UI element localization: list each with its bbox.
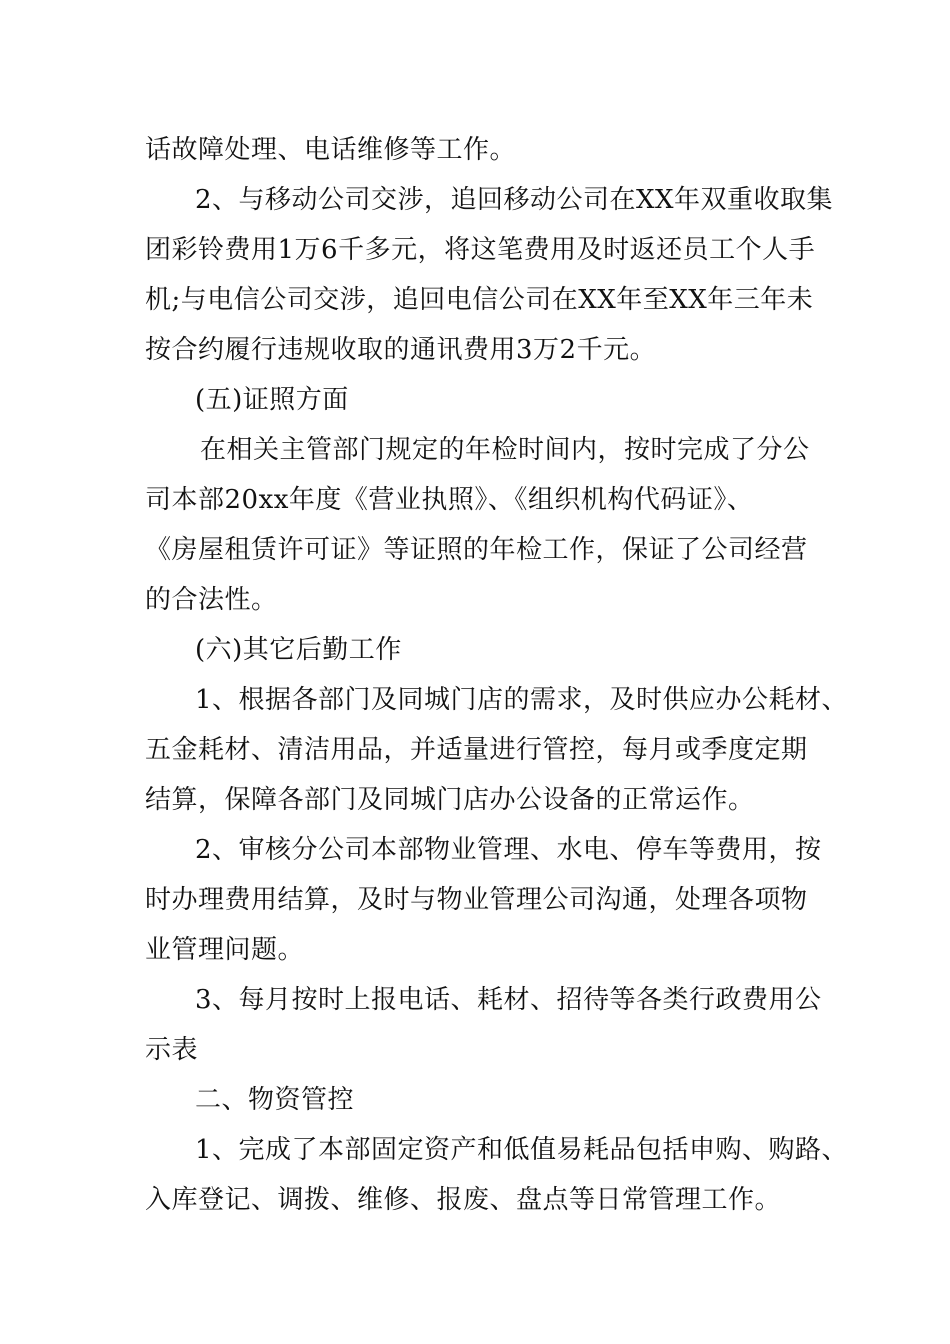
text-line: 2、审核分公司本部物业管理、水电、停车等费用，按: [195, 835, 822, 865]
text-line: 话故障处理、电话维修等工作。: [145, 135, 517, 165]
text-line: 团彩铃费用1万6千多元，将这笔费用及时返还员工个人手: [145, 235, 816, 265]
text-line: 1、完成了本部固定资产和低值易耗品包括申购、购路、: [195, 1135, 849, 1165]
text-line: 结算，保障各部门及同城门店办公设备的正常运作。: [145, 785, 755, 815]
text-line: 业管理问题。: [145, 935, 305, 965]
text-line: 按合约履行违规收取的通讯费用3万2千元。: [145, 335, 657, 365]
text-line: 司本部20xx年度《营业执照》、《组织机构代码证》、: [145, 485, 754, 515]
text-line: 在相关主管部门规定的年检时间内，按时完成了分公: [200, 435, 810, 465]
section-heading: 二、物资管控: [195, 1085, 355, 1115]
text-line: 五金耗材、清洁用品，并适量进行管控，每月或季度定期: [145, 735, 808, 765]
text-line: 2、与移动公司交涉，追回移动公司在XX年双重收取集: [195, 185, 834, 215]
text-line: 机;与电信公司交涉，追回电信公司在XX年至XX年三年未: [145, 285, 814, 315]
text-line: 3、每月按时上报电话、耗材、招待等各类行政费用公: [195, 985, 822, 1015]
text-line: 的合法性。: [145, 585, 278, 615]
text-line: 时办理费用结算，及时与物业管理公司沟通，处理各项物: [145, 885, 808, 915]
text-line: 示表: [145, 1035, 199, 1065]
section-heading: (五)证照方面: [195, 385, 349, 415]
text-line: 1、根据各部门及同城门店的需求，及时供应办公耗材、: [195, 685, 849, 715]
text-line: 《房屋租赁许可证》等证照的年检工作，保证了公司经营: [145, 535, 808, 565]
text-line: 入库登记、调拨、维修、报废、盘点等日常管理工作。: [145, 1185, 782, 1215]
section-heading: (六)其它后勤工作: [195, 635, 402, 665]
